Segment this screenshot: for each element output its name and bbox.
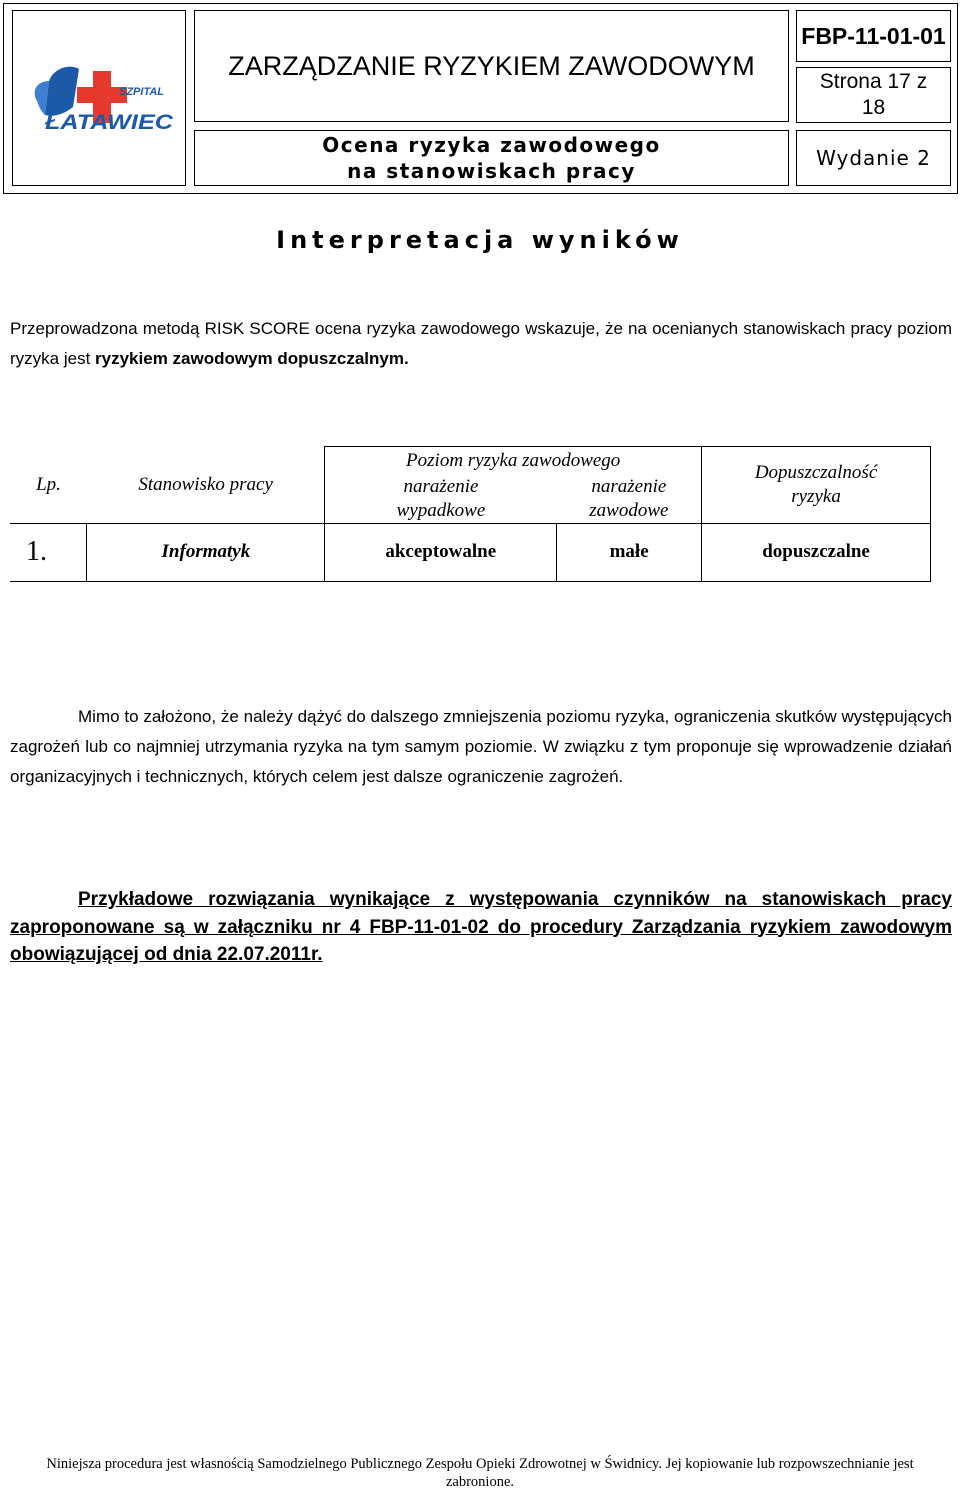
cell-occupational: małe <box>557 523 702 581</box>
subtitle-line-1: Ocena ryzyka zawodowego <box>322 133 661 157</box>
cell-position: Informatyk <box>87 523 325 581</box>
header-acceptability <box>702 447 931 524</box>
intro-paragraph <box>10 314 952 374</box>
header-occupational-line-2: zawodowe <box>589 499 669 521</box>
cell-accident: akceptowalne <box>325 523 557 581</box>
hospital-logo-icon <box>13 11 184 184</box>
header-acceptability-line-2: ryzyka <box>791 485 841 507</box>
cell-lp: 1. <box>10 523 87 581</box>
table-row <box>10 523 931 581</box>
page-number <box>796 67 951 123</box>
header-occupational-line-1: narażenie <box>591 475 667 497</box>
attachment-reference: Przykładowe rozwiązania wynikające z występowania czynników na stanowiskach pracy zaproponowane są w załączniku nr 4 FBP-11-01-02 do procedury Zarządzania ryzykiem zawodowym obowiązującej od dnia 22.07.2011r. <box>10 889 952 965</box>
edition-text: Wydanie 2 <box>816 146 931 170</box>
footer-line-1: Niniejsza procedura jest własnością Samodzielnego Publicznego Zespołu Opieki Zdrowotnej w Świdnicy. Jej kopiowanie lub rozpowszechnianie jest <box>46 1456 914 1472</box>
measures-paragraph: Mimo to założono, że należy dążyć do dalszego zmniejszenia poziomu ryzyka, ograniczenia skutków występujących zagrożeń lub co najmniej utrzymania ryzyka na tym samym poziomie. W związku z tym proponuje się wprowadzenie działań organizacyjnych i technicznych, których celem jest dalsze ograniczenie zagrożeń. <box>10 707 952 786</box>
footer <box>0 1455 960 1491</box>
logo-text-main: ŁATAWIEC <box>43 111 174 134</box>
document-code-text: FBP-11-01-01 <box>801 22 946 49</box>
document-code <box>796 10 951 62</box>
intro-bold-text: ryzykiem zawodowym dopuszczalnym. <box>95 349 409 368</box>
hospital-logo <box>12 10 186 186</box>
logo-text-top: SZPITAL <box>119 86 165 98</box>
header-accident-line-2: wypadkowe <box>396 499 486 521</box>
document-title-text: ZARZĄDZANIE RYZYKIEM ZAWODOWYM <box>228 50 755 81</box>
page-number-line-1: Strona 17 z <box>819 70 928 93</box>
document-title <box>194 10 789 122</box>
header-acceptability-line-1: Dopuszczalność <box>754 461 878 483</box>
section-title: Interpretacja wyników <box>276 226 684 254</box>
edition <box>796 130 951 186</box>
cell-acceptability: dopuszczalne <box>702 523 931 581</box>
footer-line-2: zabronione. <box>445 1474 515 1490</box>
header-accident <box>325 475 557 524</box>
header-risk-level: Poziom ryzyka zawodowego <box>325 447 702 475</box>
header-occupational <box>557 475 702 524</box>
document-subtitle <box>194 130 789 186</box>
header-accident-line-1: narażenie <box>403 475 479 497</box>
header-lp: Lp. <box>36 473 61 495</box>
intro-text: Przeprowadzona metodą RISK SCORE ocena ryzyka zawodowego wskazuje, że na ocenianych stanowiskach pracy poziom ryzyka jest <box>10 319 952 368</box>
header-position: Stanowisko pracy <box>87 447 325 524</box>
page-number-line-2: 18 <box>861 96 886 119</box>
risk-table <box>10 446 931 582</box>
subtitle-line-2: na stanowiskach pracy <box>347 159 636 183</box>
